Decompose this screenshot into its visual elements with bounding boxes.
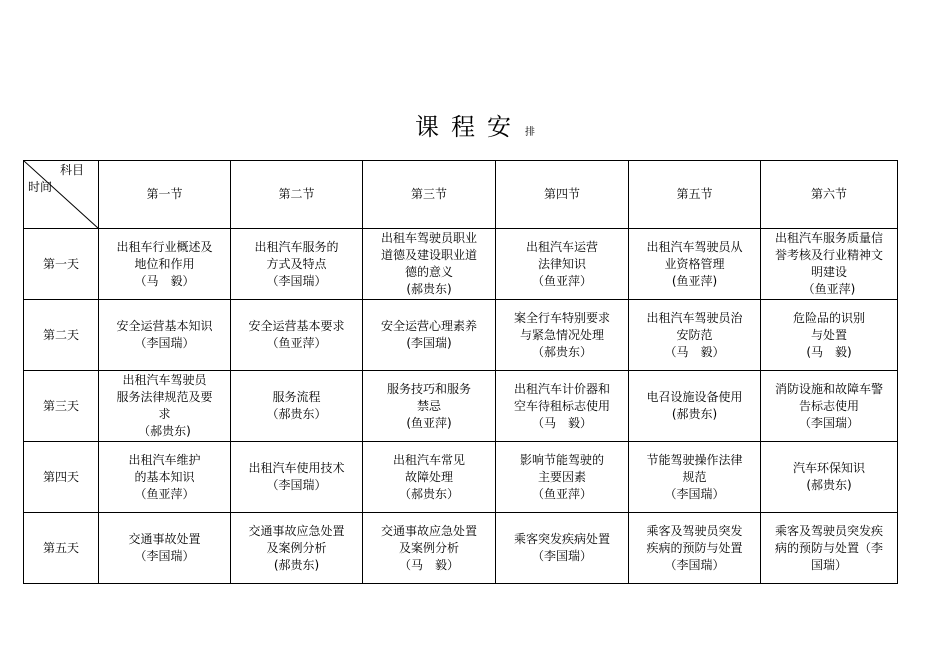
course-cell-line: 主要因素	[537, 469, 586, 484]
course-cell	[99, 371, 231, 442]
table-row	[24, 300, 898, 371]
course-cell-line: 出租汽车服务质量信	[774, 231, 883, 245]
course-cell	[496, 229, 629, 300]
course-cell	[496, 371, 629, 442]
header-cell-period-2: 第二节	[231, 161, 363, 229]
course-cell-line: (李国瑞)	[406, 336, 452, 350]
course-cell-line: 故障处理	[404, 469, 453, 484]
course-cell-line: 出租汽车服务的	[254, 239, 339, 254]
course-cell	[231, 300, 363, 371]
course-cell-line: （李国瑞）	[664, 557, 725, 572]
header-cell-period-4: 第四节	[496, 161, 629, 229]
course-cell	[761, 371, 898, 442]
course-cell-line: (郝贵东)	[406, 282, 452, 296]
course-cell-line: 乘客突发疾病处置	[513, 532, 610, 546]
course-cell-line: 及案例分析	[266, 540, 327, 555]
course-cell-line: （李国瑞）	[664, 486, 725, 501]
course-cell-line: 方式及特点	[266, 256, 327, 271]
course-cell-line: 汽车环保知识	[792, 461, 865, 475]
course-cell	[761, 442, 898, 513]
course-cell-line: 出租汽车驾驶员从	[646, 239, 743, 254]
table-row	[24, 513, 898, 584]
header-cell-period-6: 第六节	[761, 161, 898, 229]
course-cell	[629, 513, 761, 584]
corner-subject-label: 科目	[59, 163, 84, 177]
course-cell-line: 规范	[682, 469, 707, 484]
course-cell-line: （马 毅）	[664, 344, 725, 359]
table-row	[24, 442, 898, 513]
course-cell-line: 出租汽车使用技术	[248, 461, 345, 475]
course-cell-line: (郝贵东)	[273, 557, 320, 572]
title-tail: 排	[525, 127, 535, 138]
course-cell-line: 明建设	[810, 265, 847, 279]
course-cell	[231, 371, 363, 442]
course-cell-line: 国瑞）	[810, 557, 847, 572]
course-cell-line: 交通事故处置	[128, 532, 201, 546]
course-cell	[231, 442, 363, 513]
course-cell	[629, 442, 761, 513]
course-cell-line: (鱼亚萍)	[406, 415, 452, 430]
course-cell-line: （李国瑞）	[266, 478, 327, 492]
course-cell-line: （李国瑞）	[134, 336, 195, 350]
course-cell	[629, 229, 761, 300]
course-cell-line: 影响节能驾驶的	[519, 452, 604, 467]
course-cell-line: 出租车行业概述及	[116, 239, 213, 254]
course-cell-line: 地位和作用	[134, 256, 195, 271]
course-cell-line: 德的意义	[404, 265, 453, 279]
course-cell-line: 及案例分析	[398, 540, 459, 555]
course-cell-line: （郝贵东）	[266, 407, 327, 421]
course-cell	[231, 229, 363, 300]
course-cell	[99, 442, 231, 513]
course-cell	[761, 229, 898, 300]
course-cell	[761, 300, 898, 371]
course-cell-line: 服务流程	[272, 390, 321, 404]
course-cell	[363, 513, 496, 584]
course-cell-line: 安全运营基本要求	[248, 319, 345, 333]
course-cell-line: 与处置	[810, 327, 847, 342]
course-schedule-table	[23, 160, 898, 584]
course-cell-line: 消防设施和故障车警	[774, 381, 883, 396]
course-cell-line: 案全行车特别要求	[513, 310, 610, 325]
course-cell-line: 交通事故应急处置	[380, 523, 477, 538]
course-cell-line: （李国瑞）	[134, 549, 195, 563]
course-cell-line: （马 毅）	[531, 415, 592, 430]
course-cell	[761, 513, 898, 584]
course-cell-line: 电召设施设备使用	[646, 390, 743, 404]
day-label-cell: 第五天	[24, 513, 99, 584]
course-cell-line: 道德及建设职业道	[380, 248, 477, 262]
course-cell-line: 节能驾驶操作法律	[646, 452, 743, 467]
course-cell-line: 危险品的识别	[792, 310, 865, 325]
title-main: 课程安	[415, 113, 523, 141]
course-cell-line: 求	[158, 407, 171, 421]
course-cell	[231, 513, 363, 584]
course-cell-line: （马 毅）	[134, 273, 195, 288]
corner-header-cell	[24, 161, 99, 229]
course-cell-line: 出租汽车维护	[128, 452, 201, 467]
course-cell-line: 出租汽车驾驶员	[122, 373, 207, 387]
day-label-cell: 第三天	[24, 371, 99, 442]
corner-time-label: 时间	[28, 180, 53, 194]
course-cell	[496, 442, 629, 513]
header-cell-period-3: 第三节	[363, 161, 496, 229]
course-cell-line: 乘客及驾驶员突发疾	[774, 523, 883, 538]
header-cell-period-5: 第五节	[629, 161, 761, 229]
course-cell	[99, 513, 231, 584]
course-cell-line: （郝贵东）	[531, 344, 592, 359]
course-cell	[496, 300, 629, 371]
course-cell-line: 出租汽车常见	[392, 452, 465, 467]
course-cell-line: 出租汽车驾驶员治	[646, 310, 743, 325]
course-cell-line: （李国瑞）	[798, 415, 859, 430]
course-cell-line: 交通事故应急处置	[248, 523, 345, 538]
course-cell	[363, 229, 496, 300]
course-cell-line: (郝贵东)	[671, 407, 718, 421]
course-cell-line: 禁忌	[416, 398, 441, 413]
course-cell-line: (马 毅)	[806, 344, 852, 359]
course-cell-line: （郝贵东)	[138, 424, 191, 438]
course-cell	[363, 300, 496, 371]
course-cell	[629, 300, 761, 371]
course-cell-line: (鱼亚萍)	[671, 273, 718, 288]
table-row	[24, 371, 898, 442]
course-cell-line: 疾病的预防与处置	[646, 540, 743, 555]
course-cell-line: 安全运营心理素养	[380, 319, 477, 333]
course-cell-line: （鱼亚萍）	[134, 486, 195, 501]
course-cell-line: (郝贵东)	[806, 478, 852, 492]
course-cell-line: 誉考核及行业精神文	[774, 248, 883, 262]
day-label-cell: 第一天	[24, 229, 99, 300]
course-cell-line: 告标志使用	[798, 398, 859, 413]
course-cell	[99, 229, 231, 300]
course-cell-line: 乘客及驾驶员突发	[646, 523, 743, 538]
day-label-cell: 第四天	[24, 442, 99, 513]
table-row	[24, 229, 898, 300]
course-cell-line: （鱼亚萍）	[266, 336, 327, 350]
course-cell	[363, 442, 496, 513]
course-cell-line: 安全运营基本知识	[116, 319, 213, 333]
course-cell-line: 法律知识	[537, 256, 586, 271]
course-cell-line: （马 毅）	[398, 557, 459, 572]
course-cell	[629, 371, 761, 442]
course-cell-line: 出租汽车计价器和	[513, 381, 610, 396]
course-cell-line: 出租车驾驶员职业	[380, 231, 477, 245]
course-cell-line: 出租汽车运营	[525, 239, 598, 254]
header-row	[24, 161, 898, 229]
course-cell-line: 病的预防与处置（李	[774, 540, 883, 555]
course-cell-line: （李国瑞）	[266, 273, 327, 288]
header-cell-period-1: 第一节	[99, 161, 231, 229]
course-cell-line: （李国瑞）	[531, 549, 592, 563]
course-cell-line: （鱼亚萍）	[531, 486, 592, 501]
page-title	[0, 112, 950, 148]
course-cell	[496, 513, 629, 584]
day-label-cell: 第二天	[24, 300, 99, 371]
course-cell-line: 服务技巧和服务	[386, 381, 471, 396]
course-cell-line: 安防范	[676, 327, 713, 342]
course-cell-line: （郝贵东）	[398, 486, 459, 501]
course-cell-line: （鱼亚萍）	[531, 273, 592, 288]
course-cell-line: 与紧急情况处理	[519, 327, 604, 342]
course-cell-line: 服务法律规范及要	[116, 390, 213, 404]
course-cell-line: 空车待租标志使用	[513, 398, 610, 413]
course-cell-line: 业资格管理	[664, 256, 725, 271]
course-cell-line: 的基本知识	[134, 469, 195, 484]
course-cell	[363, 371, 496, 442]
course-cell	[99, 300, 231, 371]
course-cell-line: （鱼亚萍)	[802, 282, 856, 296]
